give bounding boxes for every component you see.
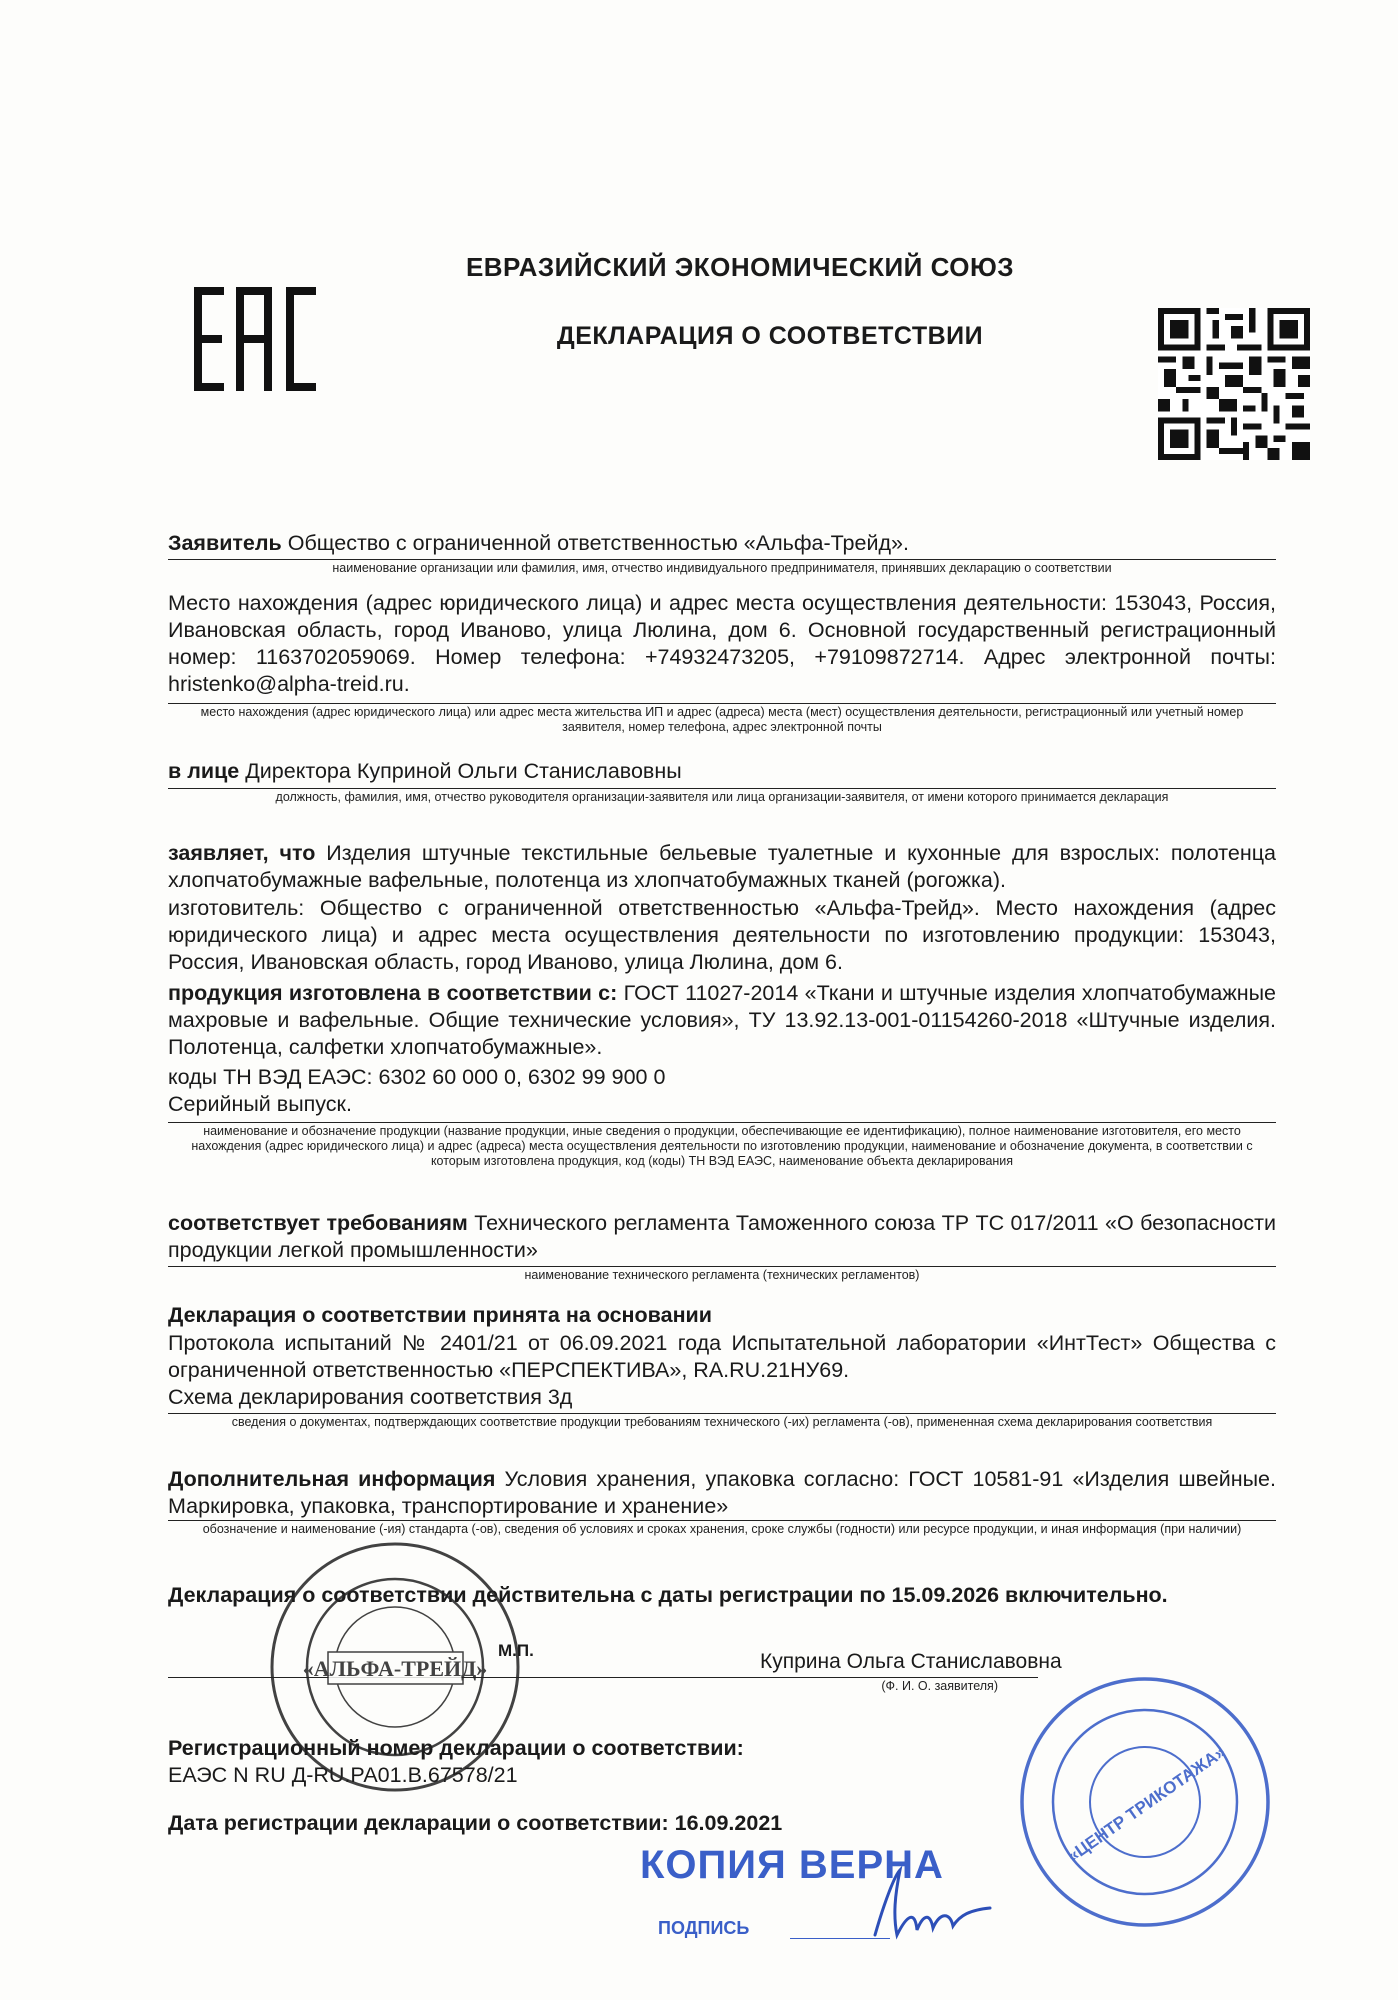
additional-caption: обозначение и наименование (-ия) стандарта (-ов), сведения об условиях и сроках хранения, сроке службы (годности) или ресурсе продукции, и иная информация (при наличии): [168, 1520, 1276, 1537]
produced-block: [168, 980, 1276, 1061]
additional-value: Условия хранения, упаковка согласно: ГОСТ 10581-91 «Изделия швейные. Маркировка, упаковка, транспортирование и хранение»: [168, 1467, 1276, 1518]
registration-label-text: Регистрационный номер декларации о соответствии:: [168, 1736, 744, 1760]
complies-label: соответствует требованиям: [168, 1211, 468, 1235]
validity-value: Декларация о соответствии действительна с даты регистрации по 15.09.2026 включительно.: [168, 1583, 1168, 1607]
document-title: ДЕКЛАРАЦИЯ О СООТВЕТСТВИИ: [556, 322, 984, 350]
declares-block: [168, 840, 1276, 894]
union-title: ЕВРАЗИЙСКИЙ ЭКОНОМИЧЕСКИЙ СОЮЗ: [465, 252, 1015, 282]
declares-label: заявляет, что: [168, 841, 316, 865]
additional-label: Дополнительная информация: [168, 1467, 496, 1491]
copy-stamp-title: КОПИЯ ВЕРНА: [640, 1843, 944, 1887]
eac-logo: [190, 285, 325, 395]
represented-label: в лице: [168, 759, 240, 783]
serial-text: Серийный выпуск.: [168, 1092, 352, 1116]
basis-label-text: Декларация о соответствии принята на основании: [168, 1303, 712, 1327]
applicant-caption: наименование организации или фамилия, имя, отчество индивидуального предпринимателя, принявших декларацию о соответствии: [168, 559, 1276, 576]
address-caption: место нахождения (адрес юридического лица) или адрес места жительства ИП и адрес (адреса) места (мест) осуществления деятельности, регистрационный или учетный номер заявителя, номер телефона, адрес электронной почты: [168, 703, 1276, 735]
applicant-name: Куприна Ольга Станиславовна: [760, 1650, 1062, 1673]
signature-caption: (Ф. И. О. заявителя): [168, 1677, 1038, 1694]
additional-block: [168, 1466, 1276, 1520]
manufacturer-text: изготовитель: Общество с ограниченной ответственностью «Альфа-Трейд». Место нахождения (адрес юридического лица) и адрес места осуществления деятельности по изготовлению продукции: 153043, Россия, Ивановская область, город Иваново, улица Люлина, дом 6.: [168, 896, 1276, 974]
registration-date-value: 16.09.2021: [674, 1811, 783, 1835]
registration-date-label: Дата регистрации декларации о соответствии:: [168, 1811, 669, 1835]
applicant-line: [168, 530, 1276, 557]
address-text: Место нахождения (адрес юридического лица) и адрес места осуществления деятельности: 153043, Россия, Ивановская область, город Иваново, улица Люлина, дом 6. Основной государственный регистрационный номер: 1163702059069. Номер телефона: +74932473205, +79109872714. Адрес электронной почты: hristenko@alpha-treid.ru.: [168, 591, 1276, 696]
declares-caption: наименование и обозначение продукции (название продукции, иные сведения о продукции, обеспечивающие ее идентификацию), полное наименование изготовителя, его место нахождения (адрес юридического лица) и адрес (адреса) места осуществления деятельности по изготовлению продукции, наименование и обозначение документа, в соответствии с которым изготовлена продукция, код (коды) ТН ВЭД ЕАЭС, наименование объекта декларирования: [168, 1122, 1276, 1169]
produced-value: ГОСТ 11027-2014 «Ткани и штучные изделия хлопчатобумажные махровые и вафельные. Общие технические условия», ТУ 13.92.13-001-01154260-2018 «Штучные изделия. Полотенца, салфетки хлопчатобумажные».: [168, 981, 1276, 1059]
represented-value: Директора Куприной Ольги Станиславовны: [245, 759, 682, 783]
svg-text:«АЛЬФА-ТРЕЙД»: «АЛЬФА-ТРЕЙД»: [302, 1656, 488, 1681]
company-seal-icon: [268, 1540, 523, 1795]
produced-label: продукция изготовлена в соответствии с:: [168, 981, 618, 1005]
qr-code-icon: [1158, 308, 1310, 460]
applicant-label: Заявитель: [168, 531, 282, 555]
codes-text: коды ТН ВЭД ЕАЭС: 6302 60 000 0, 6302 99 900 0: [168, 1065, 666, 1089]
basis-protocol: Протокола испытаний № 2401/21 от 06.09.2021 года Испытательной лаборатории «ИнтТест» Общества с ограниченной ответственностью «ПЕРСПЕКТИВА», RA.RU.21НУ69.: [168, 1331, 1276, 1382]
complies-caption: наименование технического регламента (технических регламентов): [168, 1266, 1276, 1283]
represented-line: [168, 758, 1276, 785]
complies-block: [168, 1210, 1276, 1264]
svg-text:«ЦЕНТР ТРИКОТАЖА»: «ЦЕНТР ТРИКОТАЖА»: [1063, 1742, 1229, 1866]
represented-caption: должность, фамилия, имя, отчество руководителя организации-заявителя или лица организации-заявителя, от имени которого принимается декларация: [168, 788, 1276, 805]
applicant-value: Общество с ограниченной ответственностью «Альфа-Трейд».: [287, 531, 909, 555]
complies-value: Технического регламента Таможенного союза ТР ТС 017/2011 «О безопасности продукции легкой промышленности»: [168, 1211, 1276, 1262]
handwritten-signature-icon: [855, 1860, 995, 1950]
blue-seal-icon: [1018, 1675, 1273, 1930]
copy-stamp-sign-label: подпись: [658, 1910, 750, 1940]
declares-value: Изделия штучные текстильные бельевые туалетные и кухонные для взрослых: полотенца хлопчатобумажные вафельные, полотенца из хлопчатобумажных тканей (рогожка).: [168, 841, 1277, 892]
registration-number: ЕАЭС N RU Д-RU.РА01.В.67578/21: [168, 1763, 518, 1787]
basis-scheme: Схема декларирования соответствия 3д: [168, 1385, 573, 1409]
basis-caption: сведения о документах, подтверждающих соответствие продукции требованиям технического (-их) регламента (-ов), примененная схема декларирования соответствия: [168, 1413, 1276, 1430]
mp-label: М.П.: [498, 1641, 534, 1660]
basis-label: [168, 1302, 1276, 1329]
